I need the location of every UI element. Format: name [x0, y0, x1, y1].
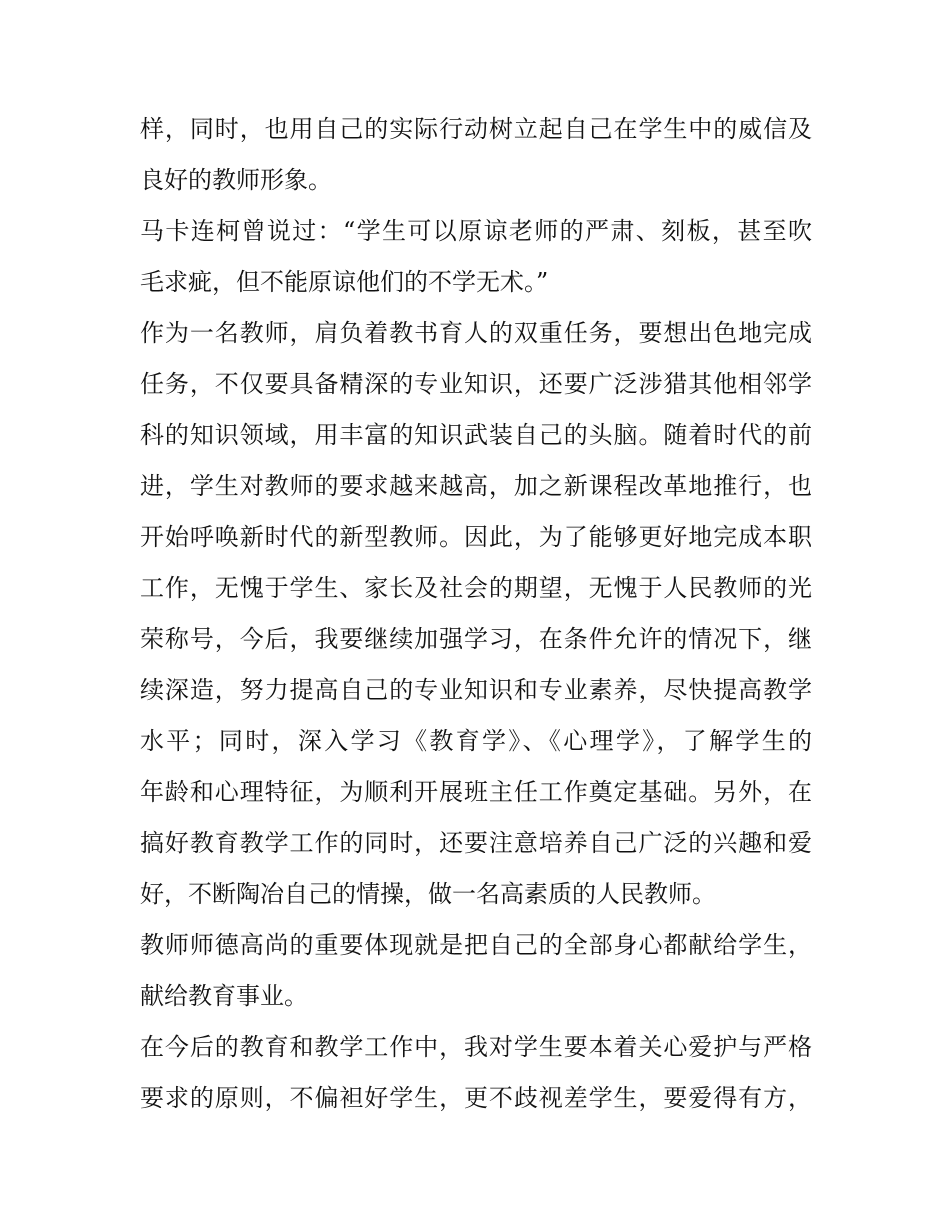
text-line: 马卡连柯曾说过：“学生可以原谅老师的严肃、刻板，甚至吹 [140, 217, 812, 245]
text-line: 在今后的教育和教学工作中，我对学生要本着关心爱护与严格 [140, 1033, 812, 1061]
text-line: 献给教育事业。 [140, 982, 308, 1010]
text-line: 工作，无愧于学生、家长及社会的期望，无愧于人民教师的光 [140, 574, 812, 602]
text-line: 荣称号，今后，我要继续加强学习，在条件允许的情况下，继 [140, 625, 812, 653]
text-line: 任务，不仅要具备精深的专业知识，还要广泛涉猎其他相邻学 [140, 370, 812, 398]
text-line: 年龄和心理特征，为顺利开展班主任工作奠定基础。另外，在 [140, 778, 812, 806]
text-line: 教师师德高尚的重要体现就是把自己的全部身心都献给学生， [140, 931, 812, 959]
text-line: 科的知识领域，用丰富的知识武装自己的头脑。随着时代的前 [140, 421, 812, 449]
text-line: 续深造，努力提高自己的专业知识和专业素养，尽快提高教学 [140, 676, 812, 704]
text-line: 水平；同时，深入学习《教育学》、《心理学》，了解学生的 [140, 727, 812, 755]
body-text [140, 104, 812, 1124]
text-line: 要求的原则，不偏袒好学生，更不歧视差学生，要爱得有方， [140, 1084, 812, 1112]
text-line: 进，学生对教师的要求越来越高，加之新课程改革地推行，也 [140, 472, 812, 500]
text-line: 样，同时，也用自己的实际行动树立起自己在学生中的威信及 [140, 115, 812, 143]
text-line: 开始呼唤新时代的新型教师。因此，为了能够更好地完成本职 [140, 523, 812, 551]
text-line: 好，不断陶冶自己的情操，做一名高素质的人民教师。 [140, 880, 716, 908]
text-line: 良好的教师形象。 [140, 166, 332, 194]
text-line: 作为一名教师，肩负着教书育人的双重任务，要想出色地完成 [140, 319, 812, 347]
text-line: 毛求疵，但不能原谅他们的不学无术。” [140, 268, 549, 296]
text-line: 搞好教育教学工作的同时，还要注意培养自己广泛的兴趣和爱 [140, 829, 812, 857]
